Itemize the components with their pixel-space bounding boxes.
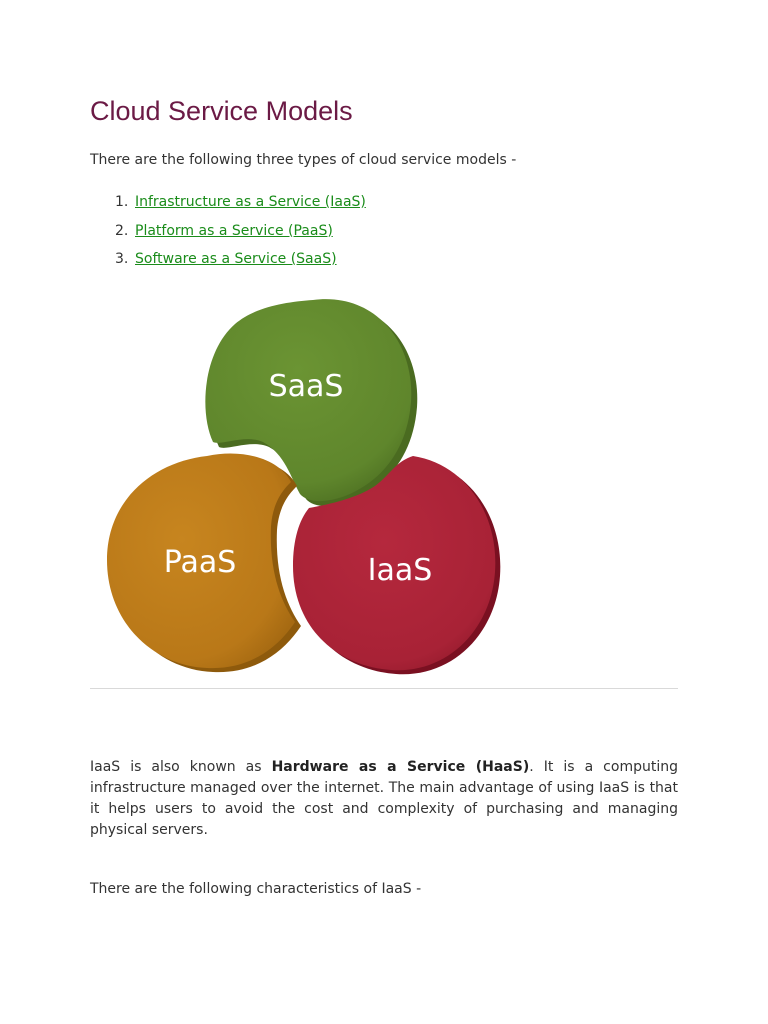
paas-circle [107,454,301,673]
list-number: 1. [115,194,129,210]
iaas-desc-suffix: . It is a computing infrastructure managed over the internet. The main advantage of using IaaS is that it helps users to avoid the cost and complexity of purchasing and managing physical servers. [90,759,678,838]
characteristics-intro: There are the following characteristics of IaaS - [90,881,422,897]
haas-term: Hardware as a Service (HaaS) [271,759,530,775]
section-divider [90,688,678,689]
saas-label: SaaS [268,369,344,404]
list-item [90,249,366,278]
saas-link[interactable]: Software as a Service (SaaS) [135,251,337,267]
list-item [90,192,366,221]
cloud-models-diagram [95,282,515,682]
list-number: 3. [115,251,129,267]
paas-label: PaaS [163,545,237,580]
page-title: Cloud Service Models [90,96,353,126]
iaas-link[interactable]: Infrastructure as a Service (IaaS) [135,194,366,210]
list-number: 2. [115,222,129,239]
iaas-label: IaaS [367,553,433,588]
iaas-description [90,757,678,841]
iaas-desc-prefix: IaaS is also known as [90,759,272,775]
list-item [90,221,366,250]
paas-link[interactable]: Platform as a Service (PaaS) [135,222,333,239]
service-models-list [90,192,366,278]
intro-text: There are the following three types of cloud service models - [90,152,517,168]
